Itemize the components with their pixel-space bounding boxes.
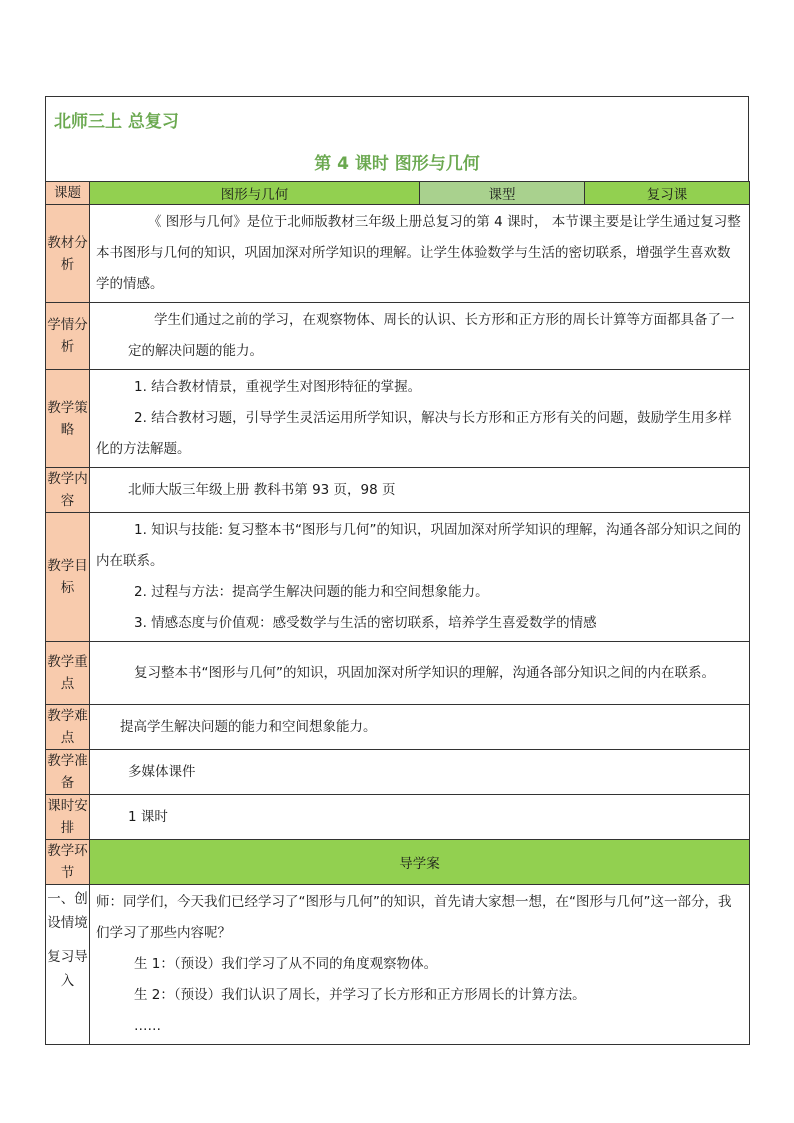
- prep-text: 多媒体课件: [90, 750, 750, 795]
- goals-item-1: 1. 知识与技能: 复习整本书“图形与几何”的知识，巩固加深对所学知识的理解，沟通各部分知识之间的内在联系。: [96, 522, 741, 569]
- phase-text: 导学案: [90, 840, 750, 885]
- key-row: [46, 642, 750, 705]
- students-row: [46, 303, 750, 370]
- type-label: 课型: [420, 182, 585, 205]
- schedule-text: 1 课时: [90, 795, 750, 840]
- prep-row: [46, 750, 750, 795]
- schedule-label: 课时安排: [46, 795, 90, 840]
- student-line-2: 生 2：（预设）我们认识了周长，并学习了长方形和正方形周长的计算方法。: [134, 987, 586, 1003]
- topic-value: 图形与几何: [90, 182, 420, 205]
- difficulty-label: 教学难点: [46, 705, 90, 750]
- type-value: 复习课: [585, 182, 750, 205]
- lesson-header: [45, 96, 749, 181]
- strategy-label: 教学策略: [46, 370, 90, 468]
- strategy-item-2: 2. 结合教材习题，引导学生灵活运用所学知识，解决与长方形和正方形有关的问题，鼓励学生用多样化的方法解题。: [96, 410, 732, 457]
- content-text: 北师大版三年级上册 教科书第 93 页，98 页: [90, 468, 750, 513]
- section1-row: [46, 885, 750, 1045]
- material-text: 《 图形与几何》是位于北师版教材三年级上册总复习的第 4 课时， 本节课主要是让学生通过复习整本书图形与几何的知识，巩固加深对所学知识的理解。让学生体验数学与生活的密切联系，增强学生喜欢数学的情感。: [96, 214, 741, 292]
- lesson-plan: [45, 96, 749, 1045]
- material-row: [46, 205, 750, 303]
- strategy-row: [46, 370, 750, 468]
- student-line-1: 生 1：（预设）我们学习了从不同的角度观察物体。: [134, 956, 438, 972]
- students-label: 学情分析: [46, 303, 90, 370]
- content-label: 教学内容: [46, 468, 90, 513]
- goals-item-2: 2. 过程与方法：提高学生解决问题的能力和空间想象能力。: [134, 584, 489, 600]
- content-row: [46, 468, 750, 513]
- key-label: 教学重点: [46, 642, 90, 705]
- info-row: [46, 182, 750, 205]
- goals-row: [46, 513, 750, 642]
- goals-label: 教学目标: [46, 513, 90, 642]
- strategy-item-1: 1. 结合教材情景，重视学生对图形特征的掌握。: [134, 379, 422, 395]
- section1-label: 一、创设情境: [47, 891, 88, 931]
- section1-sublabel: 复习导入: [47, 949, 88, 989]
- teacher-line: 师：同学们，今天我们已经学习了“图形与几何”的知识，首先请大家想一想，在“图形与几何”这一部分，我们学习了那些内容呢？: [96, 894, 732, 941]
- material-label: 教材分析: [46, 205, 90, 303]
- ellipsis: ……: [134, 1018, 161, 1034]
- difficulty-row: [46, 705, 750, 750]
- students-text: 学生们通过之前的学习，在观察物体、周长的认识、长方形和正方形的周长计算等方面都具备了一定的解决问题的能力。: [128, 312, 735, 359]
- schedule-row: [46, 795, 750, 840]
- lesson-title: 第 4 课时 图形与几何: [314, 154, 480, 174]
- key-text: 复习整本书“图形与几何”的知识，巩固加深对所学知识的理解，沟通各部分知识之间的内在联系。: [134, 664, 715, 681]
- topic-label: 课题: [46, 182, 90, 205]
- lesson-table: [45, 181, 750, 1045]
- phase-label: 教学环节: [46, 840, 90, 885]
- prep-label: 教学准备: [46, 750, 90, 795]
- goals-item-3: 3. 情感态度与价值观：感受数学与生活的密切联系，培养学生喜爱数学的情感: [134, 615, 597, 631]
- difficulty-text: 提高学生解决问题的能力和空间想象能力。: [90, 705, 750, 750]
- series-title: 北师三上 总复习: [54, 112, 179, 132]
- phase-row: [46, 840, 750, 885]
